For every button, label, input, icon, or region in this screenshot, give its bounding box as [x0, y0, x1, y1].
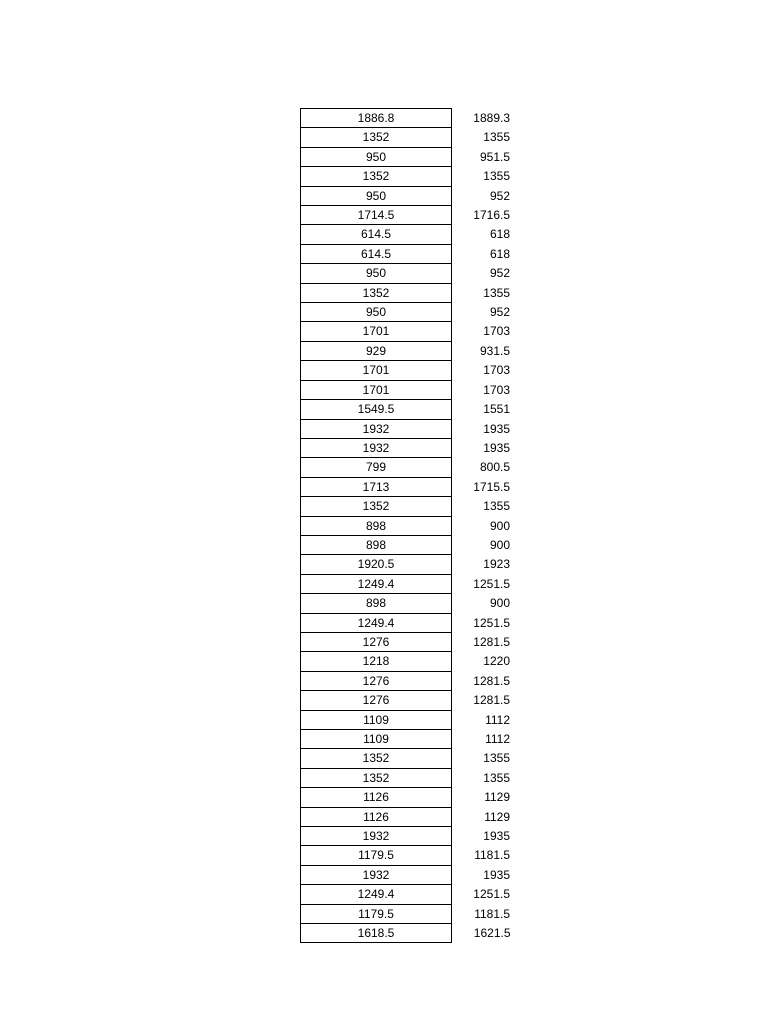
table-row [301, 535, 511, 554]
table-row [301, 147, 511, 166]
boxed-value-cell: 929 [301, 341, 452, 360]
boxed-value-cell: 1701 [301, 322, 452, 341]
table-row [301, 225, 511, 244]
adjacent-value-cell: 1355 [483, 751, 510, 766]
boxed-value-cell: 950 [301, 186, 452, 205]
adjacent-value-cell: 1355 [483, 770, 510, 785]
adjacent-value-cell: 951.5 [479, 149, 510, 164]
adjacent-value-cell: 900 [489, 537, 510, 552]
adjacent-value-cell: 952 [489, 305, 510, 320]
boxed-value-cell: 1618.5 [301, 924, 452, 943]
adjacent-value-cell: 900 [489, 518, 510, 533]
table-row [301, 846, 511, 865]
table-row [301, 594, 511, 613]
boxed-value-cell: 898 [301, 594, 452, 613]
adjacent-value-cell: 900 [489, 596, 510, 611]
table-row [301, 613, 511, 632]
boxed-value-cell: 1714.5 [301, 206, 452, 225]
table-row [301, 691, 511, 710]
boxed-value-cell: 950 [301, 303, 452, 322]
adjacent-value-cell: 1889.3 [473, 111, 510, 125]
boxed-value-cell: 1126 [301, 788, 452, 807]
adjacent-value-cell: 1935 [483, 421, 510, 436]
table-row [301, 924, 511, 943]
boxed-value-cell: 1886.8 [301, 109, 452, 128]
boxed-value-cell: 1932 [301, 438, 452, 457]
table-row [301, 730, 511, 749]
table-row [301, 244, 511, 263]
table-row [301, 186, 511, 205]
table-row [301, 574, 511, 593]
table-row [301, 768, 511, 787]
boxed-value-cell: 1249.4 [301, 885, 452, 904]
boxed-value-cell: 1352 [301, 749, 452, 768]
adjacent-value-cell: 1220 [483, 654, 510, 669]
adjacent-value-cell: 1281.5 [473, 693, 510, 708]
adjacent-value-cell: 1621.5 [473, 926, 511, 941]
boxed-value-cell: 1109 [301, 730, 452, 749]
adjacent-value-cell: 1935 [483, 829, 510, 844]
boxed-value-cell: 1179.5 [301, 904, 452, 923]
table-row [301, 555, 511, 574]
table-row [301, 361, 511, 380]
boxed-value-cell: 950 [301, 264, 452, 283]
table-row [301, 632, 511, 651]
table-row [301, 438, 511, 457]
boxed-value-cell: 1109 [301, 710, 452, 729]
boxed-value-cell: 1932 [301, 865, 452, 884]
table-row [301, 516, 511, 535]
table-row [301, 865, 511, 884]
table-row [301, 788, 511, 807]
boxed-value-cell: 1549.5 [301, 400, 452, 419]
boxed-value-cell: 1276 [301, 632, 452, 651]
table-row [301, 477, 511, 496]
boxed-value-cell: 1276 [301, 691, 452, 710]
table-row [301, 128, 511, 147]
adjacent-value-cell: 618 [489, 246, 510, 261]
table-row [301, 264, 511, 283]
boxed-value-cell: 1352 [301, 283, 452, 302]
adjacent-value-cell: 618 [489, 227, 510, 242]
table-row [301, 400, 511, 419]
value-table [300, 108, 511, 943]
boxed-value-cell: 898 [301, 516, 452, 535]
table-row [301, 749, 511, 768]
adjacent-value-cell: 1281.5 [473, 673, 510, 688]
boxed-value-cell: 614.5 [301, 244, 452, 263]
adjacent-value-cell: 1703 [483, 363, 510, 378]
table-row [301, 206, 511, 225]
adjacent-value-cell: 1923 [483, 557, 510, 572]
adjacent-value-cell: 931.5 [479, 343, 510, 358]
adjacent-value-cell: 1355 [483, 169, 510, 184]
table-row [301, 341, 511, 360]
table-row [301, 380, 511, 399]
value-table-body [301, 109, 511, 943]
table-row [301, 497, 511, 516]
adjacent-value-cell: 1355 [483, 499, 510, 514]
adjacent-value-cell: 1281.5 [473, 634, 510, 649]
boxed-value-cell: 1932 [301, 419, 452, 438]
adjacent-value-cell: 1935 [483, 440, 510, 455]
table-row [301, 419, 511, 438]
adjacent-value-cell: 952 [489, 188, 510, 203]
table-row [301, 807, 511, 826]
boxed-value-cell: 1352 [301, 497, 452, 516]
table-row [301, 652, 511, 671]
boxed-value-cell: 1920.5 [301, 555, 452, 574]
table-row [301, 283, 511, 302]
boxed-value-cell: 1249.4 [301, 613, 452, 632]
boxed-value-cell: 1352 [301, 768, 452, 787]
table-row [301, 904, 511, 923]
adjacent-value-cell: 1251.5 [473, 887, 510, 902]
boxed-value-cell: 1276 [301, 671, 452, 690]
boxed-value-cell: 1179.5 [301, 846, 452, 865]
spreadsheet-page [300, 108, 511, 943]
boxed-value-cell: 1218 [301, 652, 452, 671]
adjacent-value-cell: 1251.5 [473, 576, 510, 591]
adjacent-value-cell: 1181.5 [474, 848, 510, 863]
adjacent-value-cell: 1112 [485, 712, 510, 727]
boxed-value-cell: 1352 [301, 128, 452, 147]
adjacent-value-cell: 1716.5 [473, 208, 510, 223]
boxed-value-cell: 1932 [301, 827, 452, 846]
adjacent-value-cell: 1129 [484, 809, 510, 824]
table-row [301, 109, 511, 128]
boxed-value-cell: 1352 [301, 167, 452, 186]
adjacent-value-cell: 1112 [485, 732, 510, 746]
boxed-value-cell: 799 [301, 458, 452, 477]
boxed-value-cell: 1126 [301, 807, 452, 826]
boxed-value-cell: 1701 [301, 380, 452, 399]
boxed-value-cell: 898 [301, 535, 452, 554]
table-row [301, 322, 511, 341]
adjacent-value-cell: 1129 [484, 790, 510, 805]
adjacent-value-cell: 1551 [483, 402, 510, 417]
adjacent-value-cell: 1935 [483, 867, 510, 882]
boxed-value-cell: 1713 [301, 477, 452, 496]
table-row [301, 671, 511, 690]
table-row [301, 303, 511, 322]
adjacent-value-cell: 1715.5 [473, 479, 510, 494]
adjacent-value-cell: 1355 [483, 285, 510, 300]
boxed-value-cell: 950 [301, 147, 452, 166]
adjacent-value-cell: 1181.5 [474, 906, 510, 921]
table-row [301, 885, 511, 904]
adjacent-value-cell: 800.5 [479, 460, 510, 475]
adjacent-value-cell: 1703 [483, 324, 510, 339]
adjacent-value-cell: 1703 [483, 382, 510, 397]
adjacent-value-cell: 1251.5 [473, 615, 510, 630]
table-row [301, 710, 511, 729]
table-row [301, 167, 511, 186]
boxed-value-cell: 1249.4 [301, 574, 452, 593]
adjacent-value-cell: 1355 [483, 130, 510, 145]
adjacent-value-cell: 952 [489, 266, 510, 281]
table-row [301, 458, 511, 477]
table-row [301, 827, 511, 846]
boxed-value-cell: 1701 [301, 361, 452, 380]
boxed-value-cell: 614.5 [301, 225, 452, 244]
